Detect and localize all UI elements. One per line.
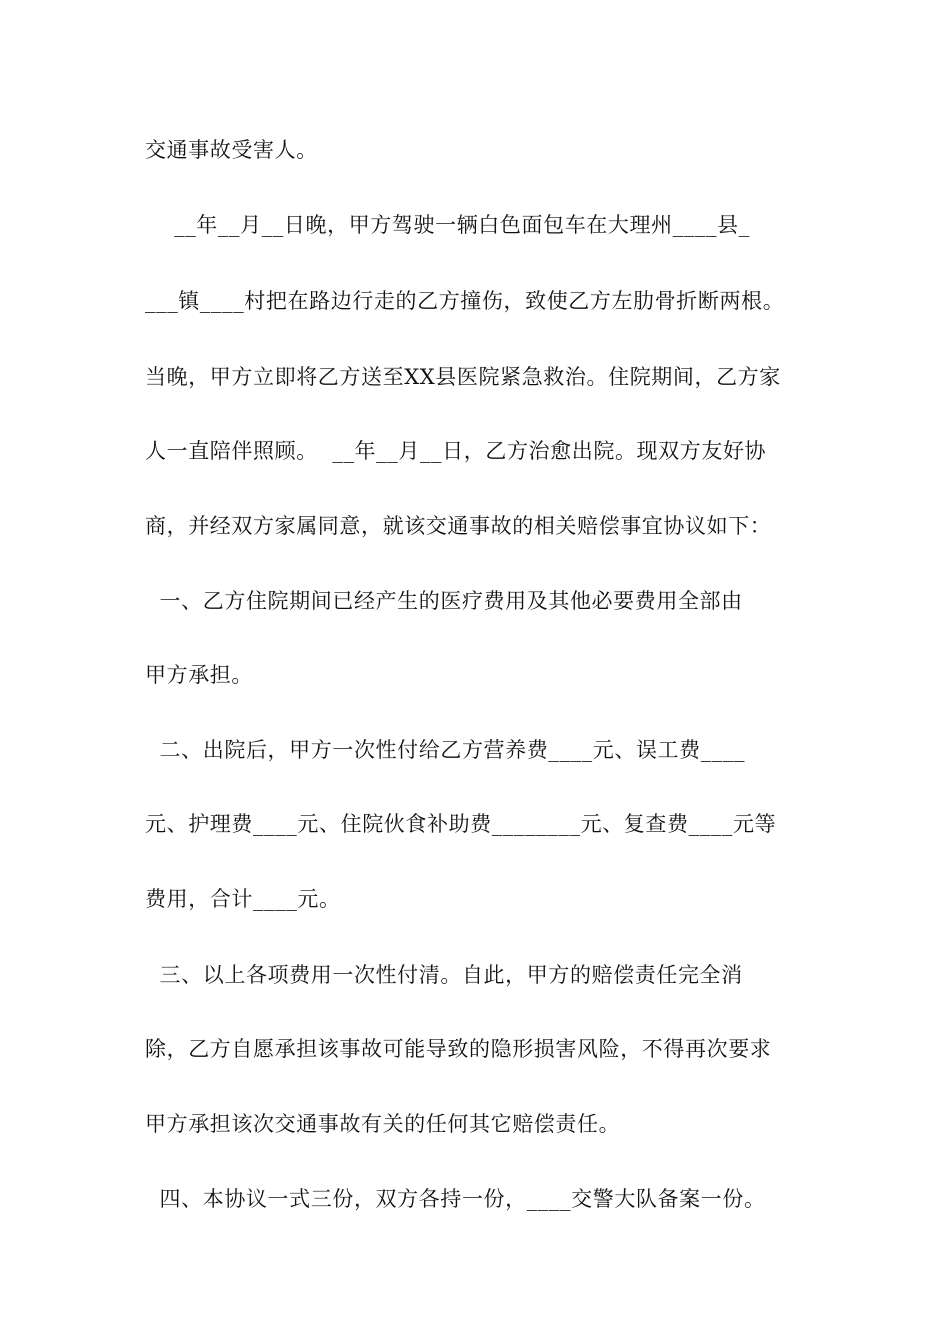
text-line: 费用，合计____元。	[145, 887, 341, 911]
text-line: 元、护理费____元、住院伙食补助费________元、复查费____元等	[145, 812, 777, 836]
text-line: 甲方承担。	[145, 663, 253, 687]
text-line: 一、乙方住院期间已经产生的医疗费用及其他必要费用全部由	[145, 589, 743, 613]
text-line: 二、出院后，甲方一次性付给乙方营养费____元、误工费____	[145, 738, 746, 762]
text-line: 除，乙方自愿承担该事故可能导致的隐形损害风险，不得再次要求	[145, 1037, 772, 1061]
text-line: ___镇____村把在路边行走的乙方撞伤，致使乙方左肋骨折断两根。	[145, 289, 785, 313]
text-line: 人一直陪伴照顾。 __年__月__日，乙方治愈出院。现双方友好协	[145, 439, 767, 463]
text-line: 四、本协议一式三份，双方各持一份，____交警大队备案一份。	[145, 1187, 766, 1211]
text-line: 商，并经双方家属同意，就该交通事故的相关赔偿事宜协议如下：	[145, 514, 772, 538]
text-line: 三、以上各项费用一次性付清。自此，甲方的赔偿责任完全消	[145, 963, 743, 987]
text-line: 交通事故受害人。	[145, 138, 318, 162]
text-line: 甲方承担该次交通事故有关的任何其它赔偿责任。	[145, 1112, 621, 1136]
text-line: 当晚，甲方立即将乙方送至XX县医院紧急救治。住院期间，乙方家	[145, 365, 781, 389]
text-line: __年__月__日晚，甲方驾驶一辆白色面包车在大理州____县_	[145, 213, 750, 237]
